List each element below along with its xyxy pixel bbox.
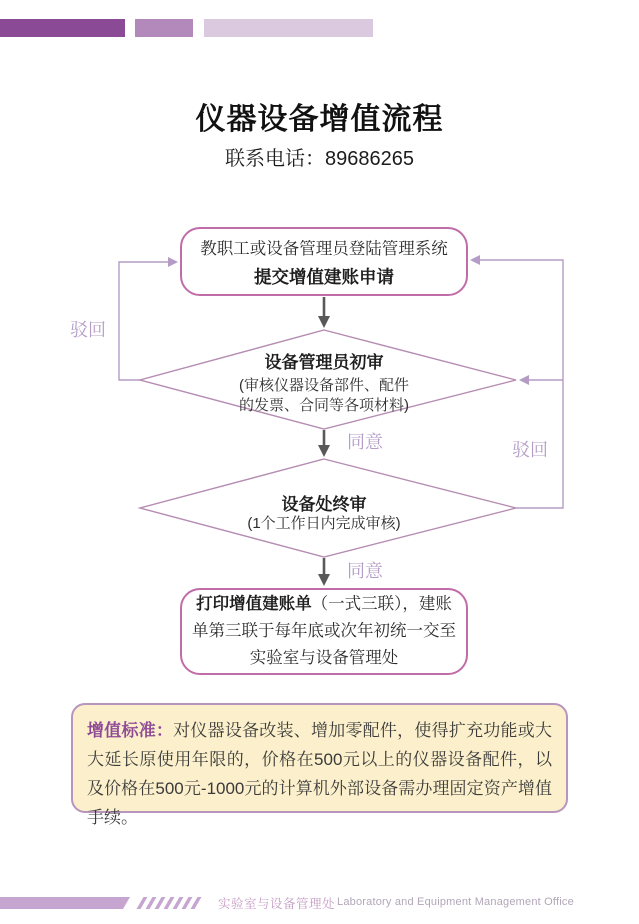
diamond2-title: 设备处终审 bbox=[281, 495, 367, 514]
step2-rest: （一式三联），建账单第三联于每年底或次年初统一交至实验室与设备管理处 bbox=[192, 595, 456, 667]
label-reject-right: 驳回 bbox=[512, 440, 548, 460]
note-lead: 增值标准： bbox=[87, 721, 174, 740]
diamond1-title: 设备管理员初审 bbox=[264, 353, 384, 372]
note-text bbox=[87, 716, 552, 832]
diamond2-subline: (1个工作日内完成审核) bbox=[247, 515, 401, 532]
diamond1-subline1: (审核仪器设备部件、配件 bbox=[239, 377, 409, 394]
step-login-and-apply bbox=[180, 227, 468, 296]
value-add-standard-note bbox=[71, 703, 568, 827]
arrow-diamond1-to-diamond2 bbox=[318, 445, 330, 457]
step-print-form bbox=[180, 588, 468, 675]
page-title: 仪器设备增值流程 bbox=[195, 103, 444, 136]
footer-office-name-en: Laboratory and Equipment Management Office bbox=[337, 896, 574, 908]
arrow-box1-to-diamond1 bbox=[318, 316, 330, 328]
footer-accent-bar bbox=[0, 897, 130, 909]
step1-line2: 提交增值建账申请 bbox=[254, 266, 394, 287]
label-reject-left: 驳回 bbox=[70, 320, 106, 340]
label-agree-1: 同意 bbox=[347, 432, 383, 452]
step1-line1: 教职工或设备管理员登陆管理系统 bbox=[200, 239, 448, 258]
step2-text bbox=[192, 591, 456, 672]
arrow-diamond2-to-box2 bbox=[318, 574, 330, 586]
arrowhead-into-box1-right bbox=[470, 255, 480, 265]
note-body: 对仪器设备改装、增加零配件，使得扩充功能或大大延长原使用年限的，价格在500元以上的仪器设备配件，以及价格在500元-1000元的计算机外部设备需办理固定资产增值手续。 bbox=[87, 721, 553, 827]
diamond1-subline2: 的发票、合同等各项材料) bbox=[239, 397, 409, 414]
step2-bold: 打印增值建账单 bbox=[196, 595, 312, 613]
footer-office-name-cn: 实验室与设备管理处 bbox=[218, 897, 336, 911]
arrowhead-into-diamond1-right bbox=[519, 375, 529, 385]
label-agree-2: 同意 bbox=[347, 561, 383, 581]
arrowhead-into-box1-left bbox=[168, 257, 178, 267]
contact-phone: 联系电话：89686265 bbox=[225, 148, 414, 170]
